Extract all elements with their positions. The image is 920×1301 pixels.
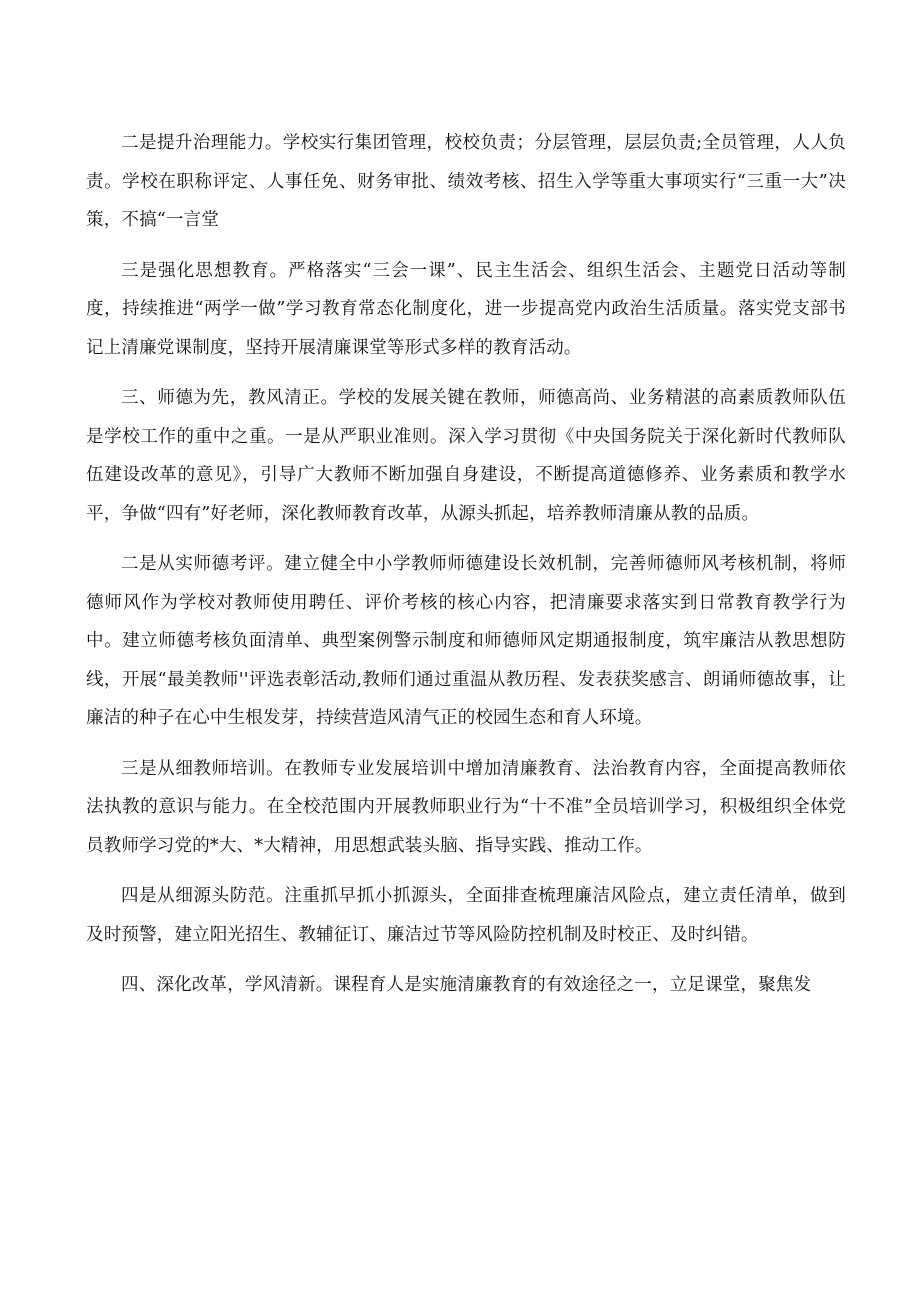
paragraph-ideological-education: 三是强化思想教育。严格落实“三会一课”、民主生活会、组织生活会、主题党日活动等制度，持续推进“两学一做”学习教育常态化制度化，进一步提高党内政治生活质量。落实党支部书记上清廉党课制度，坚持开展清廉课堂等形式多样的教育活动。 [86,260,846,358]
paragraph-ethics-evaluation: 二是从实师德考评。建立健全中小学教师师德建设长效机制，完善师德师风考核机制，将师德师风作为学校对教师使用聘任、评价考核的核心内容，把清廉要求落实到日常教育教学行为中。建立师德考核负面清单、典型案例警示制度和师德师风定期通报制度，筑牢廉洁从教思想防线，开展“最美教师''评选表彰活动,教师们通过重温从教历程、发表获奖感言、朗诵师德故事，让廉洁的种子在心中生根发芽，持续营造风清气正的校园生态和育人环境。 [86,554,846,728]
paragraph-teacher-training: 三是从细教师培训。在教师专业发展培训中增加清廉教育、法治教育内容，全面提高教师依法执教的意识与能力。在全校范围内开展教师职业行为“十不准”全员培训学习，积极组织全体党员教师学习党的*大、*大精神，用思想武装头脑、指导实践、推动工作。 [86,758,846,856]
paragraph-source-prevention: 四是从细源头防范。注重抓早抓小抓源头，全面排查梳理廉洁风险点，建立责任清单，做到及时预警，建立阳光招生、教辅征订、廉洁过节等风险防控机制及时校正、及时纠错。 [86,886,846,945]
paragraph-teacher-ethics: 三、师德为先，教风清正。学校的发展关键在教师，师德高尚、业务精湛的高素质教师队伍是学校工作的重中之重。一是从严职业准则。深入学习贯彻《中央国务院关于深化新时代教师队伍建设改革的意见》，引导广大教师不断加强自身建设，不断提高道德修养、业务素质和教学水平，争做“四有”好老师，深化教师教育改革，从源头抓起，培养教师清廉从教的品质。 [86,388,846,524]
document-body [86,124,846,1017]
paragraph-governance: 二是提升治理能力。学校实行集团管理，校校负责；分层管理，层层负责;全员管理，人人负责。学校在职称评定、人事任免、财务审批、绩效考核、招生入学等重大事项实行“三重一大”决策，不搞“一言堂 [86,133,846,230]
paragraph-reform: 四、深化改革，学风清新。课程育人是实施清廉教育的有效途径之一，立足课堂，聚焦发 [121,975,812,995]
